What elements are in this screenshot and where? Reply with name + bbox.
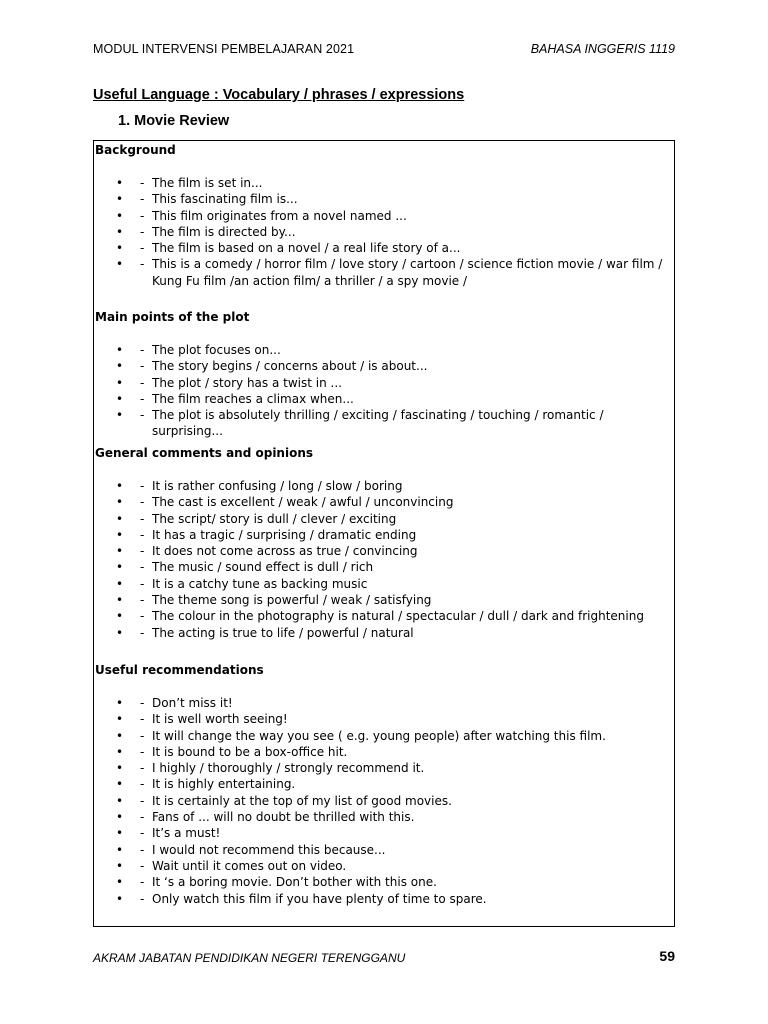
list-item-text: I would not recommend this because... — [152, 842, 386, 857]
list-item — [94, 391, 674, 407]
bullet-marker: • — [116, 777, 124, 792]
dash-marker: - — [140, 343, 145, 357]
dash-marker: - — [140, 511, 145, 526]
list-item-text: It has a tragic / surprising / dramatic ending — [152, 527, 417, 542]
dash-marker: - — [140, 257, 145, 272]
dash-marker: - — [140, 826, 145, 841]
list-item — [94, 494, 674, 510]
list-item-text: It ‘s a boring movie. Don’t bother with this one. — [152, 875, 437, 890]
list-item-text: The film reaches a climax when... — [152, 391, 354, 406]
list-item — [94, 858, 674, 874]
bullet-marker: • — [116, 408, 124, 423]
dash-marker: - — [140, 176, 145, 190]
bullet-marker: • — [116, 495, 124, 510]
group-title: Main points of the plot — [95, 310, 250, 324]
list-item-text: The colour in the photography is natural / spectacular / dull / dark and frightening — [152, 609, 644, 624]
bullet-marker: • — [116, 712, 124, 727]
list-item — [94, 342, 674, 358]
list-item-text: The plot focuses on... — [152, 343, 281, 357]
dash-marker: - — [140, 625, 145, 640]
dash-marker: - — [140, 560, 145, 575]
bullet-marker: • — [116, 609, 124, 624]
item-list — [94, 695, 674, 907]
dash-marker: - — [140, 527, 145, 542]
subsection-title: 1. Movie Review — [118, 113, 230, 129]
dash-marker: - — [140, 728, 145, 743]
list-item — [94, 608, 674, 624]
list-item-text: The acting is true to life / powerful / natural — [152, 625, 414, 640]
list-item-text: It does not come across as true / convincing — [152, 544, 418, 559]
group-background — [94, 143, 674, 289]
list-item — [94, 874, 674, 890]
bullet-marker: • — [116, 544, 124, 559]
list-item — [94, 208, 674, 224]
group-main-points — [94, 310, 674, 440]
list-item-text: The script/ story is dull / clever / exciting — [152, 511, 397, 526]
bullet-marker: • — [116, 343, 124, 357]
list-item-text: It is bound to be a box-office hit. — [152, 744, 348, 759]
list-item-text: The film is directed by... — [152, 224, 296, 239]
dash-marker: - — [140, 544, 145, 559]
bullet-marker: • — [116, 810, 124, 825]
bullet-marker: • — [116, 793, 124, 808]
list-item — [94, 825, 674, 841]
dash-marker: - — [140, 224, 145, 239]
footer-organisation: AKRAM JABATAN PENDIDIKAN NEGERI TERENGGANU — [93, 951, 406, 965]
group-title: Background — [95, 143, 176, 157]
list-item — [94, 711, 674, 727]
list-item — [94, 527, 674, 543]
list-item — [94, 891, 674, 907]
list-item — [94, 625, 674, 641]
dash-marker: - — [140, 761, 145, 776]
dash-marker: - — [140, 858, 145, 873]
list-item — [94, 224, 674, 240]
bullet-marker: • — [116, 391, 124, 406]
dash-marker: - — [140, 696, 145, 710]
bullet-marker: • — [116, 359, 124, 374]
list-item-text: This is a comedy / horror film / love story / cartoon / science fiction movie / war film / Kung Fu film /an action film/ a thriller / a spy movie / — [152, 257, 663, 288]
bullet-marker: • — [116, 696, 124, 710]
bullet-marker: • — [116, 375, 124, 390]
list-item-text: The story begins / concerns about / is about... — [152, 359, 428, 374]
list-item — [94, 375, 674, 391]
list-item-text: Wait until it comes out on video. — [152, 858, 347, 873]
bullet-marker: • — [116, 176, 124, 190]
bullet-marker: • — [116, 744, 124, 759]
dash-marker: - — [140, 842, 145, 857]
list-item — [94, 793, 674, 809]
dash-marker: - — [140, 875, 145, 890]
list-item-text: The cast is excellent / weak / awful / unconvincing — [152, 495, 454, 510]
list-item-text: It is well worth seeing! — [152, 712, 288, 727]
group-useful-recommendations — [94, 663, 674, 907]
list-item-text: The film is based on a novel / a real life story of a... — [152, 241, 461, 256]
bullet-marker: • — [116, 527, 124, 542]
bullet-marker: • — [116, 479, 124, 493]
list-item-text: The film is set in... — [152, 176, 263, 190]
bullet-marker: • — [116, 842, 124, 857]
page-number: 59 — [659, 948, 675, 964]
list-item — [94, 256, 674, 289]
bullet-marker: • — [116, 224, 124, 239]
bullet-marker: • — [116, 761, 124, 776]
list-item — [94, 728, 674, 744]
list-item-text: This fascinating film is... — [152, 192, 298, 207]
bullet-marker: • — [116, 241, 124, 256]
list-item-text: The plot / story has a twist in ... — [152, 375, 342, 390]
group-title: General comments and opinions — [95, 446, 314, 460]
dash-marker: - — [140, 609, 145, 624]
list-item-text: The plot is absolutely thrilling / exciting / fascinating / touching / romantic / surprising... — [152, 408, 604, 439]
list-item-text: Only watch this film if you have plenty of time to spare. — [152, 891, 487, 906]
group-title: Useful recommendations — [95, 663, 264, 677]
dash-marker: - — [140, 777, 145, 792]
dash-marker: - — [140, 391, 145, 406]
item-list — [94, 342, 674, 440]
bullet-marker: • — [116, 192, 124, 207]
list-item — [94, 407, 674, 440]
bullet-marker: • — [116, 728, 124, 743]
section-title: Useful Language : Vocabulary / phrases / expressions — [93, 87, 465, 103]
dash-marker: - — [140, 479, 145, 493]
dash-marker: - — [140, 891, 145, 906]
list-item-text: It is a catchy tune as backing music — [152, 576, 368, 591]
list-item — [94, 776, 674, 792]
list-item-text: The theme song is powerful / weak / satisfying — [152, 593, 432, 608]
list-item-text: It is rather confusing / long / slow / boring — [152, 479, 403, 493]
bullet-marker: • — [116, 576, 124, 591]
dash-marker: - — [140, 495, 145, 510]
dash-marker: - — [140, 192, 145, 207]
list-item — [94, 576, 674, 592]
dash-marker: - — [140, 712, 145, 727]
list-item — [94, 809, 674, 825]
list-item — [94, 842, 674, 858]
dash-marker: - — [140, 241, 145, 256]
item-list — [94, 478, 674, 641]
list-item — [94, 175, 674, 191]
list-item-text: It will change the way you see ( e.g. young people) after watching this film. — [152, 728, 606, 743]
list-item — [94, 559, 674, 575]
bullet-marker: • — [116, 257, 124, 272]
item-list — [94, 175, 674, 289]
dash-marker: - — [140, 208, 145, 223]
bullet-marker: • — [116, 208, 124, 223]
bullet-marker: • — [116, 891, 124, 906]
list-item — [94, 695, 674, 711]
list-item-text: It’s a must! — [152, 826, 221, 841]
dash-marker: - — [140, 810, 145, 825]
list-item-text: I highly / thoroughly / strongly recommend it. — [152, 761, 425, 776]
content-box — [93, 140, 675, 927]
list-item-text: It is certainly at the top of my list of good movies. — [152, 793, 452, 808]
list-item — [94, 358, 674, 374]
dash-marker: - — [140, 359, 145, 374]
list-item — [94, 543, 674, 559]
list-item-text: This film originates from a novel named ... — [152, 208, 407, 223]
bullet-marker: • — [116, 593, 124, 608]
header-subject: BAHASA INGGERIS 1119 — [530, 42, 675, 56]
list-item-text: It is highly entertaining. — [152, 777, 296, 792]
bullet-marker: • — [116, 826, 124, 841]
dash-marker: - — [140, 576, 145, 591]
list-item-text: Don’t miss it! — [152, 696, 233, 710]
group-general-comments — [94, 446, 674, 641]
dash-marker: - — [140, 593, 145, 608]
list-item — [94, 744, 674, 760]
dash-marker: - — [140, 793, 145, 808]
list-item — [94, 191, 674, 207]
bullet-marker: • — [116, 625, 124, 640]
bullet-marker: • — [116, 875, 124, 890]
list-item — [94, 511, 674, 527]
list-item-text: The music / sound effect is dull / rich — [152, 560, 374, 575]
bullet-marker: • — [116, 511, 124, 526]
bullet-marker: • — [116, 858, 124, 873]
list-item-text: Fans of ... will no doubt be thrilled with this. — [152, 810, 415, 825]
list-item — [94, 478, 674, 494]
bullet-marker: • — [116, 560, 124, 575]
dash-marker: - — [140, 408, 145, 423]
list-item — [94, 592, 674, 608]
list-item — [94, 240, 674, 256]
header-module-title: MODUL INTERVENSI PEMBELAJARAN 2021 — [93, 42, 355, 56]
dash-marker: - — [140, 744, 145, 759]
list-item — [94, 760, 674, 776]
dash-marker: - — [140, 375, 145, 390]
